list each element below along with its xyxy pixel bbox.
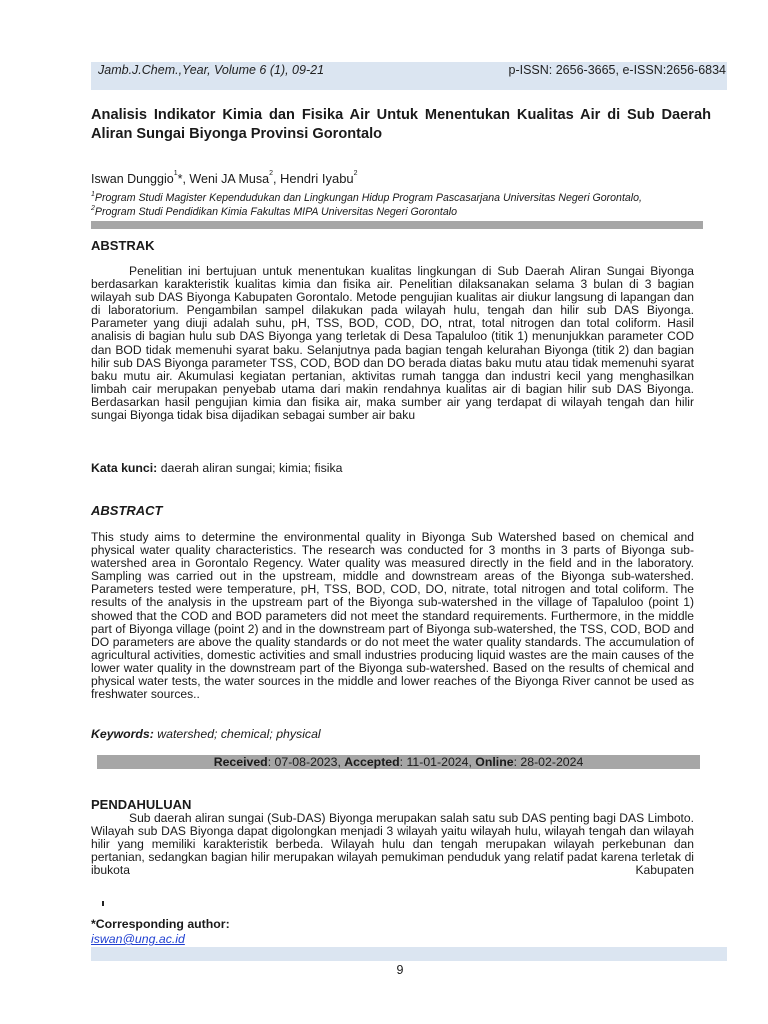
issn-label: p-ISSN: 2656-3665, e-ISSN:2656-6834: [508, 63, 726, 77]
pendahuluan-heading: PENDAHULUAN: [91, 797, 192, 812]
abstrak-body: Penelitian ini bertujuan untuk menentukan kualitas lingkungan di Sub Daerah Aliran Sungai Biyonga berdasarkan karakteristik kualitas kimia dan fisika air. Penelitian dilaksanakan selama 3 bulan di 3 bagian wilayah sub DAS Biyonga Kabupaten Gorontalo. Metode pengujian kualitas air diukur langsung di lapangan dan di laboratorium. Pengambilan sampel dilakukan pada wilayah hulu, tengah dan hilir sub DAS Biyonga. Parameter yang diuji adalah suhu, pH, TSS, BOD, COD, DO, ntrat, total nitrogen dan total coliform. Hasil analisis di bagian hulu sub DAS Biyonga yang terletak di Desa Tapaluloo (titik 1) menunjukkan parameter COD dan BOD tidak memenuhi syarat baku. Selanjutnya pada bagian tengah kelurahan Biyonga (titik 2) dan bagian hilir sub DAS Biyonga parameter TSS, COD, BOD dan DO berada diatas baku mutu atau tidak memenuhi syarat baku mutu air. Akumulasi kegiatan pertanian, aktivitas rumah tangga dan industri kecil yang menghasilkan limbah cair merupakan penyebab utama dari makin rendahnya kualitas air di bagian hilir sub DAS Biyonga. Berdasarkan hasil pengujian kimia dan fisika air, maka sumber air yang terdapat di wilayah tengah dan hilir sungai Biyonga tidak bisa dijadikan sebagai sumber air baku: [91, 264, 694, 423]
online-date: : 28-02-2024: [513, 755, 584, 769]
corresponding-author-email[interactable]: iswan@ung.ac.id: [91, 932, 185, 946]
kata-kunci-label: Kata kunci:: [91, 461, 158, 475]
footer-band: [91, 947, 727, 961]
accepted-label: Accepted: [344, 755, 400, 769]
corresponding-mark: *,: [177, 172, 190, 186]
author-1-affil: 1: [173, 170, 178, 177]
affiliation-2-text: Program Studi Pendidikan Kimia Fakultas MIPA Universitas Negeri Gorontalo: [94, 206, 458, 218]
dates-band: [97, 755, 700, 769]
article-title: Analisis Indikator Kimia dan Fisika Air Untuk Menentukan Kualitas Air di Sub Daerah Aliran Sungai Biyonga Provinsi Gorontalo: [91, 107, 711, 142]
kata-kunci-value: daerah aliran sungai; kimia; fisika: [157, 461, 343, 475]
abstract-heading: ABSTRACT: [91, 503, 163, 518]
author-list: [91, 171, 358, 186]
abstract-body: This study aims to determine the environmental quality in Biyonga Sub Watershed based on chemical and physical water quality characteristics. The research was conducted for 3 months in 3 parts of Biyonga sub-watershed area in Gorontalo Regency. Water quality was measured directly in the field and in the laboratory. Sampling was carried out in the upstream, middle and downstream areas of the Biyonga sub-watershed. Parameters tested were temperature, pH, TSS, BOD, COD, DO, nitrate, total nitrogen and total coliform. The results of the analysis in the upstream part of the Biyonga sub-watershed in the village of Tapaluloo (point 1) showed that the COD and BOD parameters did not meet the standard requirements. Furthermore, in the middle part of Biyonga village (point 2) and in the downstream part of Biyonga sub-watershed, the TSS, COD, BOD and DO parameters are above the quality standards or do not meet the water quality standards. The accumulation of agricultural activities, domestic activities and small industries producing liquid wastes are the main causes of the lower water quality in the downstream part of the Biyonga sub-watershed. Based on the results of chemical and physical water tests, the water sources in the middle and lower reaches of the Biyonga River cannot be used as freshwater sources..: [91, 530, 694, 702]
author-separator: ,: [273, 172, 280, 186]
pendahuluan-body: Sub daerah aliran sungai (Sub-DAS) Biyonga merupakan salah satu sub DAS penting bagi DAS Limboto. Wilayah sub DAS Biyonga dapat digolongkan menjadi 3 wilayah yaitu wilayah hulu, wilayah tengah dan wilayah hilir yang memiliki karakteristik berbeda. Wilayah hulu dan tengah merupakan wilayah perkebunan dan pertanian, sedangkan bagian hilir merupakan wilayah pemukiman penduduk yang relatif padat karena terletak di ibukota Kabupaten: [91, 811, 694, 878]
affiliation-1-num: 1: [91, 191, 95, 198]
journal-citation: Jamb.J.Chem.,Year, Volume 6 (1), 09-21: [98, 63, 325, 77]
author-2: Weni JA Musa: [189, 172, 270, 186]
online-label: Online: [475, 755, 514, 769]
author-3-affil: 2: [353, 170, 358, 177]
keywords-label: Keywords:: [91, 727, 154, 741]
author-2-affil: 2: [269, 170, 273, 177]
received-label: Received: [213, 755, 268, 769]
page-number: 9: [396, 963, 404, 977]
affiliation-1: [91, 192, 642, 204]
affiliation-2: [91, 206, 457, 218]
keywords-value: watershed; chemical; physical: [153, 727, 321, 741]
affiliation-1-text: Program Studi Magister Kependudukan dan Lingkungan Hidup Program Pascasarjana Universitas Negeri Gorontalo,: [94, 192, 642, 204]
abstrak-heading: ABSTRAK: [91, 238, 155, 253]
author-3: Hendri Iyabu: [279, 171, 354, 186]
keywords: [91, 727, 321, 741]
author-1: Iswan Dunggio: [91, 172, 174, 186]
section-divider: [91, 221, 703, 229]
affiliation-2-num: 2: [91, 205, 95, 212]
text-cursor-mark: [102, 901, 104, 906]
kata-kunci: [91, 461, 343, 475]
accepted-date: : 11-01-2024,: [399, 755, 476, 769]
received-date: : 07-08-2023,: [267, 755, 345, 769]
corresponding-author-label: *Corresponding author:: [91, 917, 230, 931]
